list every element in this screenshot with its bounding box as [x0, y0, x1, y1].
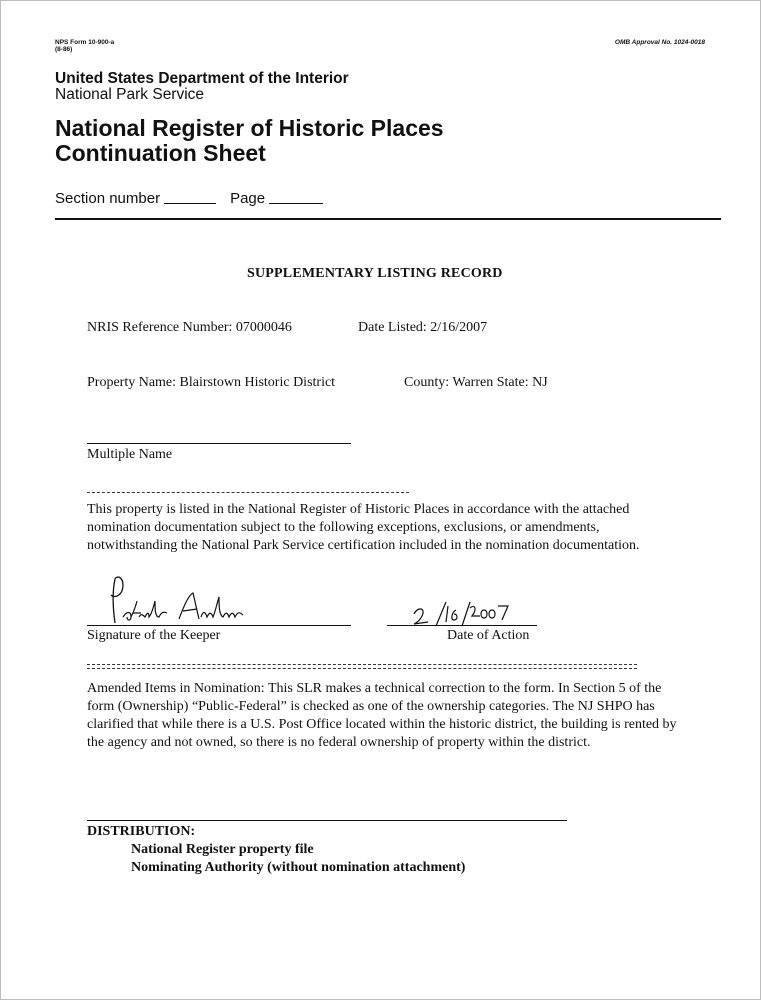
- county-state: County: Warren State: NJ: [404, 375, 548, 390]
- multiple-name-label: Multiple Name: [87, 447, 173, 462]
- signature-label: Signature of the Keeper: [87, 628, 221, 643]
- dashed-divider: [87, 492, 409, 493]
- amendments-paragraph: Amended Items in Nomination: This SLR makes a technical correction to the form. In Section 5 of the form (Ownership) “Public-Federal” is checked as one of the ownership categories. The NJ SHPO has clarified that while there is a U.S. Post Office located within the historic district, the building is rented by the agency and not owned, so there is no federal ownership of property within the district.: [87, 681, 677, 750]
- page-label: Page: [230, 190, 266, 207]
- section-page-row: [55, 190, 329, 208]
- document-title-line2: Continuation Sheet: [55, 140, 266, 166]
- distribution-divider: [87, 820, 567, 821]
- document-title-line1: National Register of Historic Places: [55, 115, 444, 141]
- record-heading: SUPPLEMENTARY LISTING RECORD: [247, 266, 503, 281]
- date-of-action-line: [387, 625, 537, 626]
- page-blank: [269, 203, 323, 204]
- form-id: [55, 39, 114, 53]
- multiple-name-line: [87, 443, 351, 444]
- header-divider: [55, 218, 721, 220]
- double-dashed-divider: [87, 664, 637, 669]
- agency-name: National Park Service: [55, 86, 205, 103]
- section-number-blank: [164, 203, 216, 204]
- keeper-signature: [101, 573, 271, 627]
- distribution-item: National Register property file: [131, 842, 314, 857]
- signature-line: [87, 625, 351, 626]
- distribution-item: Nominating Authority (without nomination attachment): [131, 860, 466, 875]
- form-id-line2: (8-86): [55, 46, 73, 53]
- certification-paragraph: This property is listed in the National Register of Historic Places in accordance with the attached nomination documentation subject to the following exceptions, exclusions, or amendments, notwithstanding the National Park Service certification included in the nomination documentation.: [87, 502, 640, 553]
- form-id-line1: NPS Form 10-900-a: [55, 39, 115, 46]
- date-of-action-label: Date of Action: [447, 628, 530, 643]
- distribution-heading: DISTRIBUTION:: [87, 824, 196, 839]
- date-listed: Date Listed: 2/16/2007: [358, 320, 488, 335]
- section-number-label: Section number: [55, 190, 161, 207]
- omb-approval: OMB Approval No. 1024-0018: [614, 39, 705, 46]
- department-name: United States Department of the Interior: [55, 70, 349, 87]
- property-name: Property Name: Blairstown Historic District: [87, 375, 336, 390]
- nris-reference: NRIS Reference Number: 07000046: [87, 320, 292, 335]
